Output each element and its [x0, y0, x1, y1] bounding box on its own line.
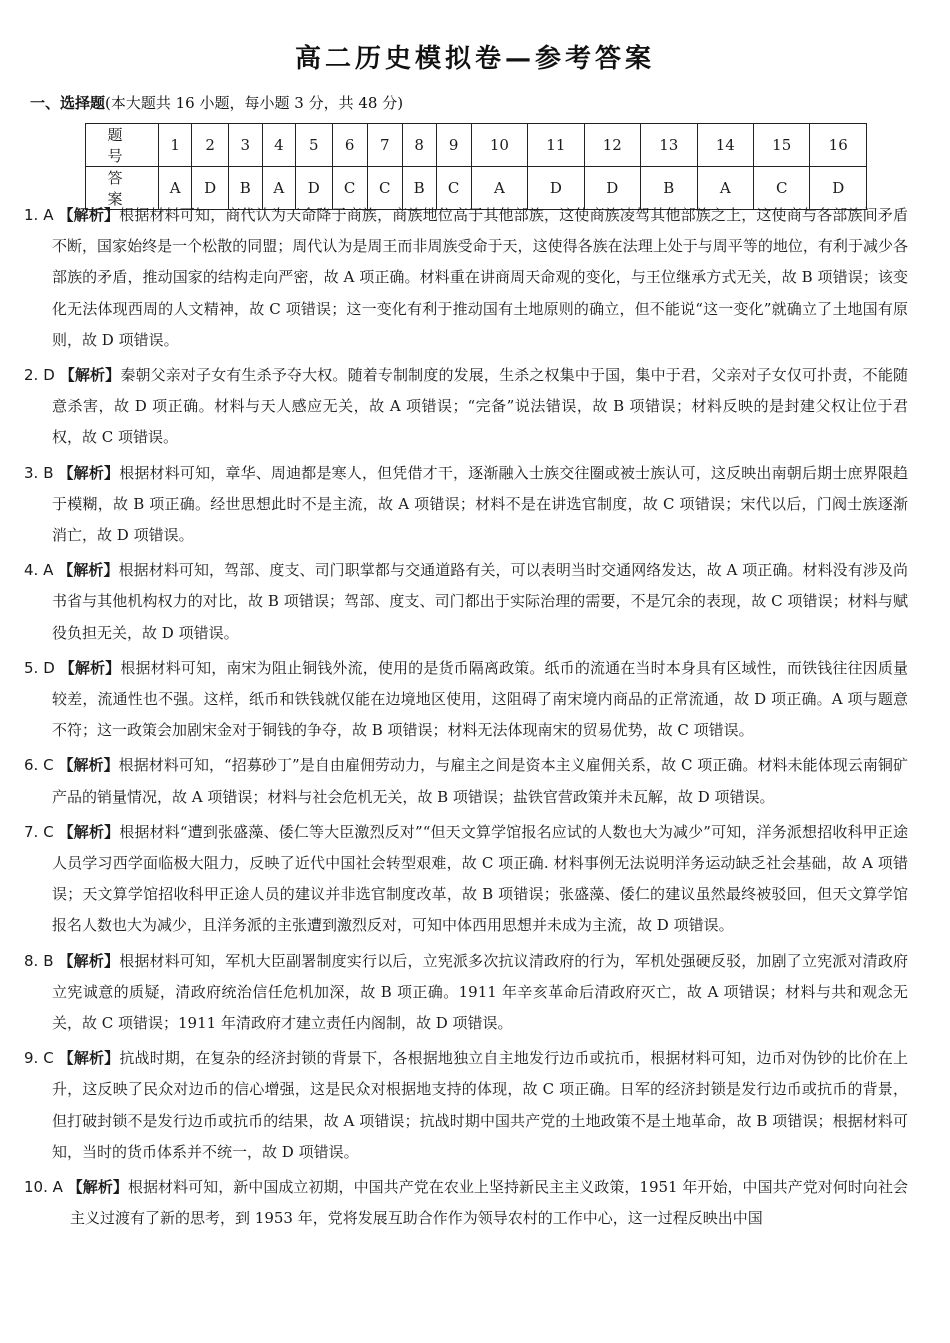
question-answer-key: 4. A: [24, 561, 54, 580]
question-number-cell: 13: [641, 124, 697, 167]
question-number-label: 题 号: [86, 124, 159, 167]
question-number-cell: 10: [471, 124, 527, 167]
answer-cell: C: [332, 167, 367, 210]
question-answer-key: 1. A: [24, 206, 54, 224]
analysis-tag: 【解析】: [58, 756, 119, 775]
explanation-text: 根据材料可知，“招募砂丁”是自由雇佣劳动力，与雇主之间是资本主义雇佣关系，故 C 项正确。材料未能体现云南铜矿产品的销量情况，故 A 项错误；材料与社会危机无关，故 B 项错误；盐铁官营政策并未瓦解，故 D 项错误。: [52, 756, 908, 806]
analysis-tag: 【解析】: [58, 822, 120, 841]
question-answer-key: 8. B: [24, 951, 54, 970]
section-heading: [30, 92, 403, 113]
question-answer-key: 9. C: [24, 1049, 54, 1068]
explanation-text: 根据材料可知，南宋为阻止铜钱外流，使用的是货币隔离政策。纸币的流通在当时本身具有区域性，而铁钱往往因质量较差，流通性也不强。这样，纸币和铁钱就仅能在边境地区使用，这阻碍了南宋境内商品的正常流通，故 D 项正确。A 项与题意不符；这一政策会加剧宋金对于铜钱的争夺，故 B 项错误；材料无法体现南宋的贸易优势，故 C 项错误。: [52, 658, 908, 740]
question-number-cell: 9: [436, 124, 471, 167]
explanation-item: [24, 946, 908, 1040]
page-title: 高二历史模拟卷—参考答案: [294, 44, 655, 74]
explanation-item: [24, 750, 908, 812]
answer-label: 答 案: [86, 167, 159, 210]
answer-cell: A: [697, 167, 753, 210]
answer-cell: A: [471, 167, 527, 210]
answer-cell: B: [641, 167, 697, 210]
question-answer-key: 3. B: [24, 463, 54, 482]
explanation-text: 根据材料“遭到张盛藻、倭仁等大臣激烈反对”“但天文算学馆报名应试的人数也大为减少”可知，洋务派想招收科甲正途人员学习西学面临极大阻力，反映了近代中国社会转型艰难，故 C 项正确. 材料事例无法说明洋务运动缺乏社会基础，故 A 项错误；天文算学馆招收科甲正途人员的建议并非选官制度改革，故 B 项错误；张盛藻、倭仁的建议虽然最终被驳回，但天文算学馆报名人数也大为减少，且洋务派的主张遭到激烈反对，可知中体西用思想并未成为主流，故 D 项错误。: [52, 822, 908, 935]
explanation-item: [24, 200, 908, 356]
question-number-cell: 11: [528, 124, 584, 167]
answer-cell: C: [436, 167, 471, 210]
analysis-tag: 【解析】: [58, 206, 120, 224]
explanation-text: 秦朝父亲对子女有生杀予夺大权。随着专制制度的发展，生杀之权集中于国，集中于君，父亲对子女仅可扑责，不能随意杀害，故 D 项正确。材料与天人感应无关，故 A 项错误；“完备”说法错误，故 B 项错误；材料反映的是封建父权让位于君权，故 C 项错误。: [52, 366, 908, 447]
answer-table: [85, 123, 867, 210]
question-answer-key: 5. D: [24, 658, 55, 677]
question-answer-key: 2. D: [24, 366, 55, 385]
question-answer-key: 6. C: [24, 756, 54, 775]
analysis-tag: 【解析】: [67, 1178, 128, 1197]
explanation-text: 根据材料可知，新中国成立初期，中国共产党在农业上坚持新民主主义政策，1951 年开始，中国共产党对何时向社会主义过渡有了新的思考，到 1953 年，党将发展互助合作作为领导农村的工作中心，这一过程反映出中国: [70, 1178, 908, 1228]
explanation-item: [24, 458, 908, 552]
section-title: 一、选择题: [30, 94, 106, 112]
explanation-text: 根据材料可知，驾部、度支、司门职掌都与交通道路有关，可以表明当时交通网络发达，故 A 项正确。材料没有涉及尚书省与其他机构权力的对比，故 B 项错误；驾部、度支、司门都出于实际治理的需要，不是冗余的表现，故 C 项错误；材料与赋役负担无关，故 D 项错误。: [52, 561, 908, 642]
explanation-text: 抗战时期，在复杂的经济封锁的背景下，各根据地独立自主地发行边币或抗币，根据材料可知，边币对伪钞的比价在上升，这反映了民众对边币的信心增强，这是民众对根据地支持的体现，故 C 项正确。日军的经济封锁是发行边币或抗币的背景，但打破封锁不是发行边币或抗币的结果，故 A 项错误；抗战时期中国共产党的土地政策不是土地革命，故 B 项错误；根据材料可知，当时的货币体系并不统一，故 D 项错误。: [52, 1049, 908, 1161]
answer-cell: B: [402, 167, 436, 210]
question-number-cell: 2: [192, 124, 229, 167]
explanation-item: [24, 817, 908, 942]
question-number-cell: 3: [228, 124, 262, 167]
question-answer-key: 10. A: [24, 1178, 63, 1197]
question-number-cell: 1: [159, 124, 192, 167]
question-number-cell: 5: [295, 124, 332, 167]
question-answer-key: 7. C: [24, 822, 54, 841]
answer-cell: A: [159, 167, 192, 210]
answer-cell: A: [262, 167, 295, 210]
answer-cell: D: [584, 167, 640, 210]
analysis-tag: 【解析】: [59, 366, 121, 385]
question-number-cell: 15: [753, 124, 809, 167]
explanation-item: [24, 653, 908, 747]
explanation-list: [24, 200, 908, 1239]
answer-cell: B: [228, 167, 262, 210]
explanation-text: 根据材料可知，军机大臣副署制度实行以后，立宪派多次抗议清政府的行为，军机处强硬反驳，加剧了立宪派对清政府立宪诚意的质疑，清政府统治信任危机加深，故 B 项正确。1911 年辛亥革命后清政府灭亡，故 A 项错误；材料与共和观念无关，故 C 项错误；1911 年清政府才建立责任内阁制，故 D 项错误。: [52, 951, 909, 1033]
answer-cell: C: [753, 167, 809, 210]
explanation-text: 根据材料可知，商代认为天命降于商族，商族地位高于其他部族，这使商族凌驾其他部族之上，这使商与各部族间矛盾不断，国家始终是一个松散的同盟；周代认为是周王而非周族受命于天，这使得各族在法理上处于与周平等的地位，有利于减少各部族的矛盾，推动国家的结构走向严密，故 A 项正确。材料重在讲商周天命观的变化，与王位继承方式无关，故 B 项错误；该变化无法体现西周的人文精神，故 C 项错误；这一变化有利于推动国有土地原则的确立，但不能说“这一变化”就确立了土地国有原则，故 D 项错误。: [52, 206, 908, 349]
explanation-item: [24, 360, 908, 454]
explanation-item: [24, 1043, 908, 1168]
answer-cell: C: [367, 167, 402, 210]
question-number-cell: 12: [584, 124, 640, 167]
answer-cell: D: [810, 167, 867, 210]
analysis-tag: 【解析】: [58, 1049, 120, 1068]
question-number-cell: 6: [332, 124, 367, 167]
answer-cell: D: [528, 167, 584, 210]
analysis-tag: 【解析】: [58, 463, 120, 482]
question-number-cell: 7: [367, 124, 402, 167]
question-number-cell: 14: [697, 124, 753, 167]
question-number-cell: 4: [262, 124, 295, 167]
answer-cell: D: [295, 167, 332, 210]
answer-cell: D: [192, 167, 229, 210]
analysis-tag: 【解析】: [59, 658, 121, 677]
question-number-cell: 16: [810, 124, 867, 167]
question-number-cell: 8: [402, 124, 436, 167]
analysis-tag: 【解析】: [58, 561, 119, 580]
explanation-text: 根据材料可知，章华、周迪都是寒人，但凭借才干，逐渐融入士族交往圈或被士族认可，这反映出南朝后期士庶界限趋于模糊，故 B 项正确。经世思想此时不是主流，故 A 项错误；材料不是在讲选官制度，故 C 项错误；宋代以后，门阀士族逐渐消亡，故 D 项错误。: [52, 463, 908, 545]
question-number-row: [86, 124, 867, 167]
explanation-item: [24, 555, 908, 649]
explanation-item: [24, 1172, 908, 1234]
analysis-tag: 【解析】: [58, 951, 120, 970]
section-note: (本大题共 16 小题，每小题 3 分，共 48 分): [105, 94, 404, 112]
